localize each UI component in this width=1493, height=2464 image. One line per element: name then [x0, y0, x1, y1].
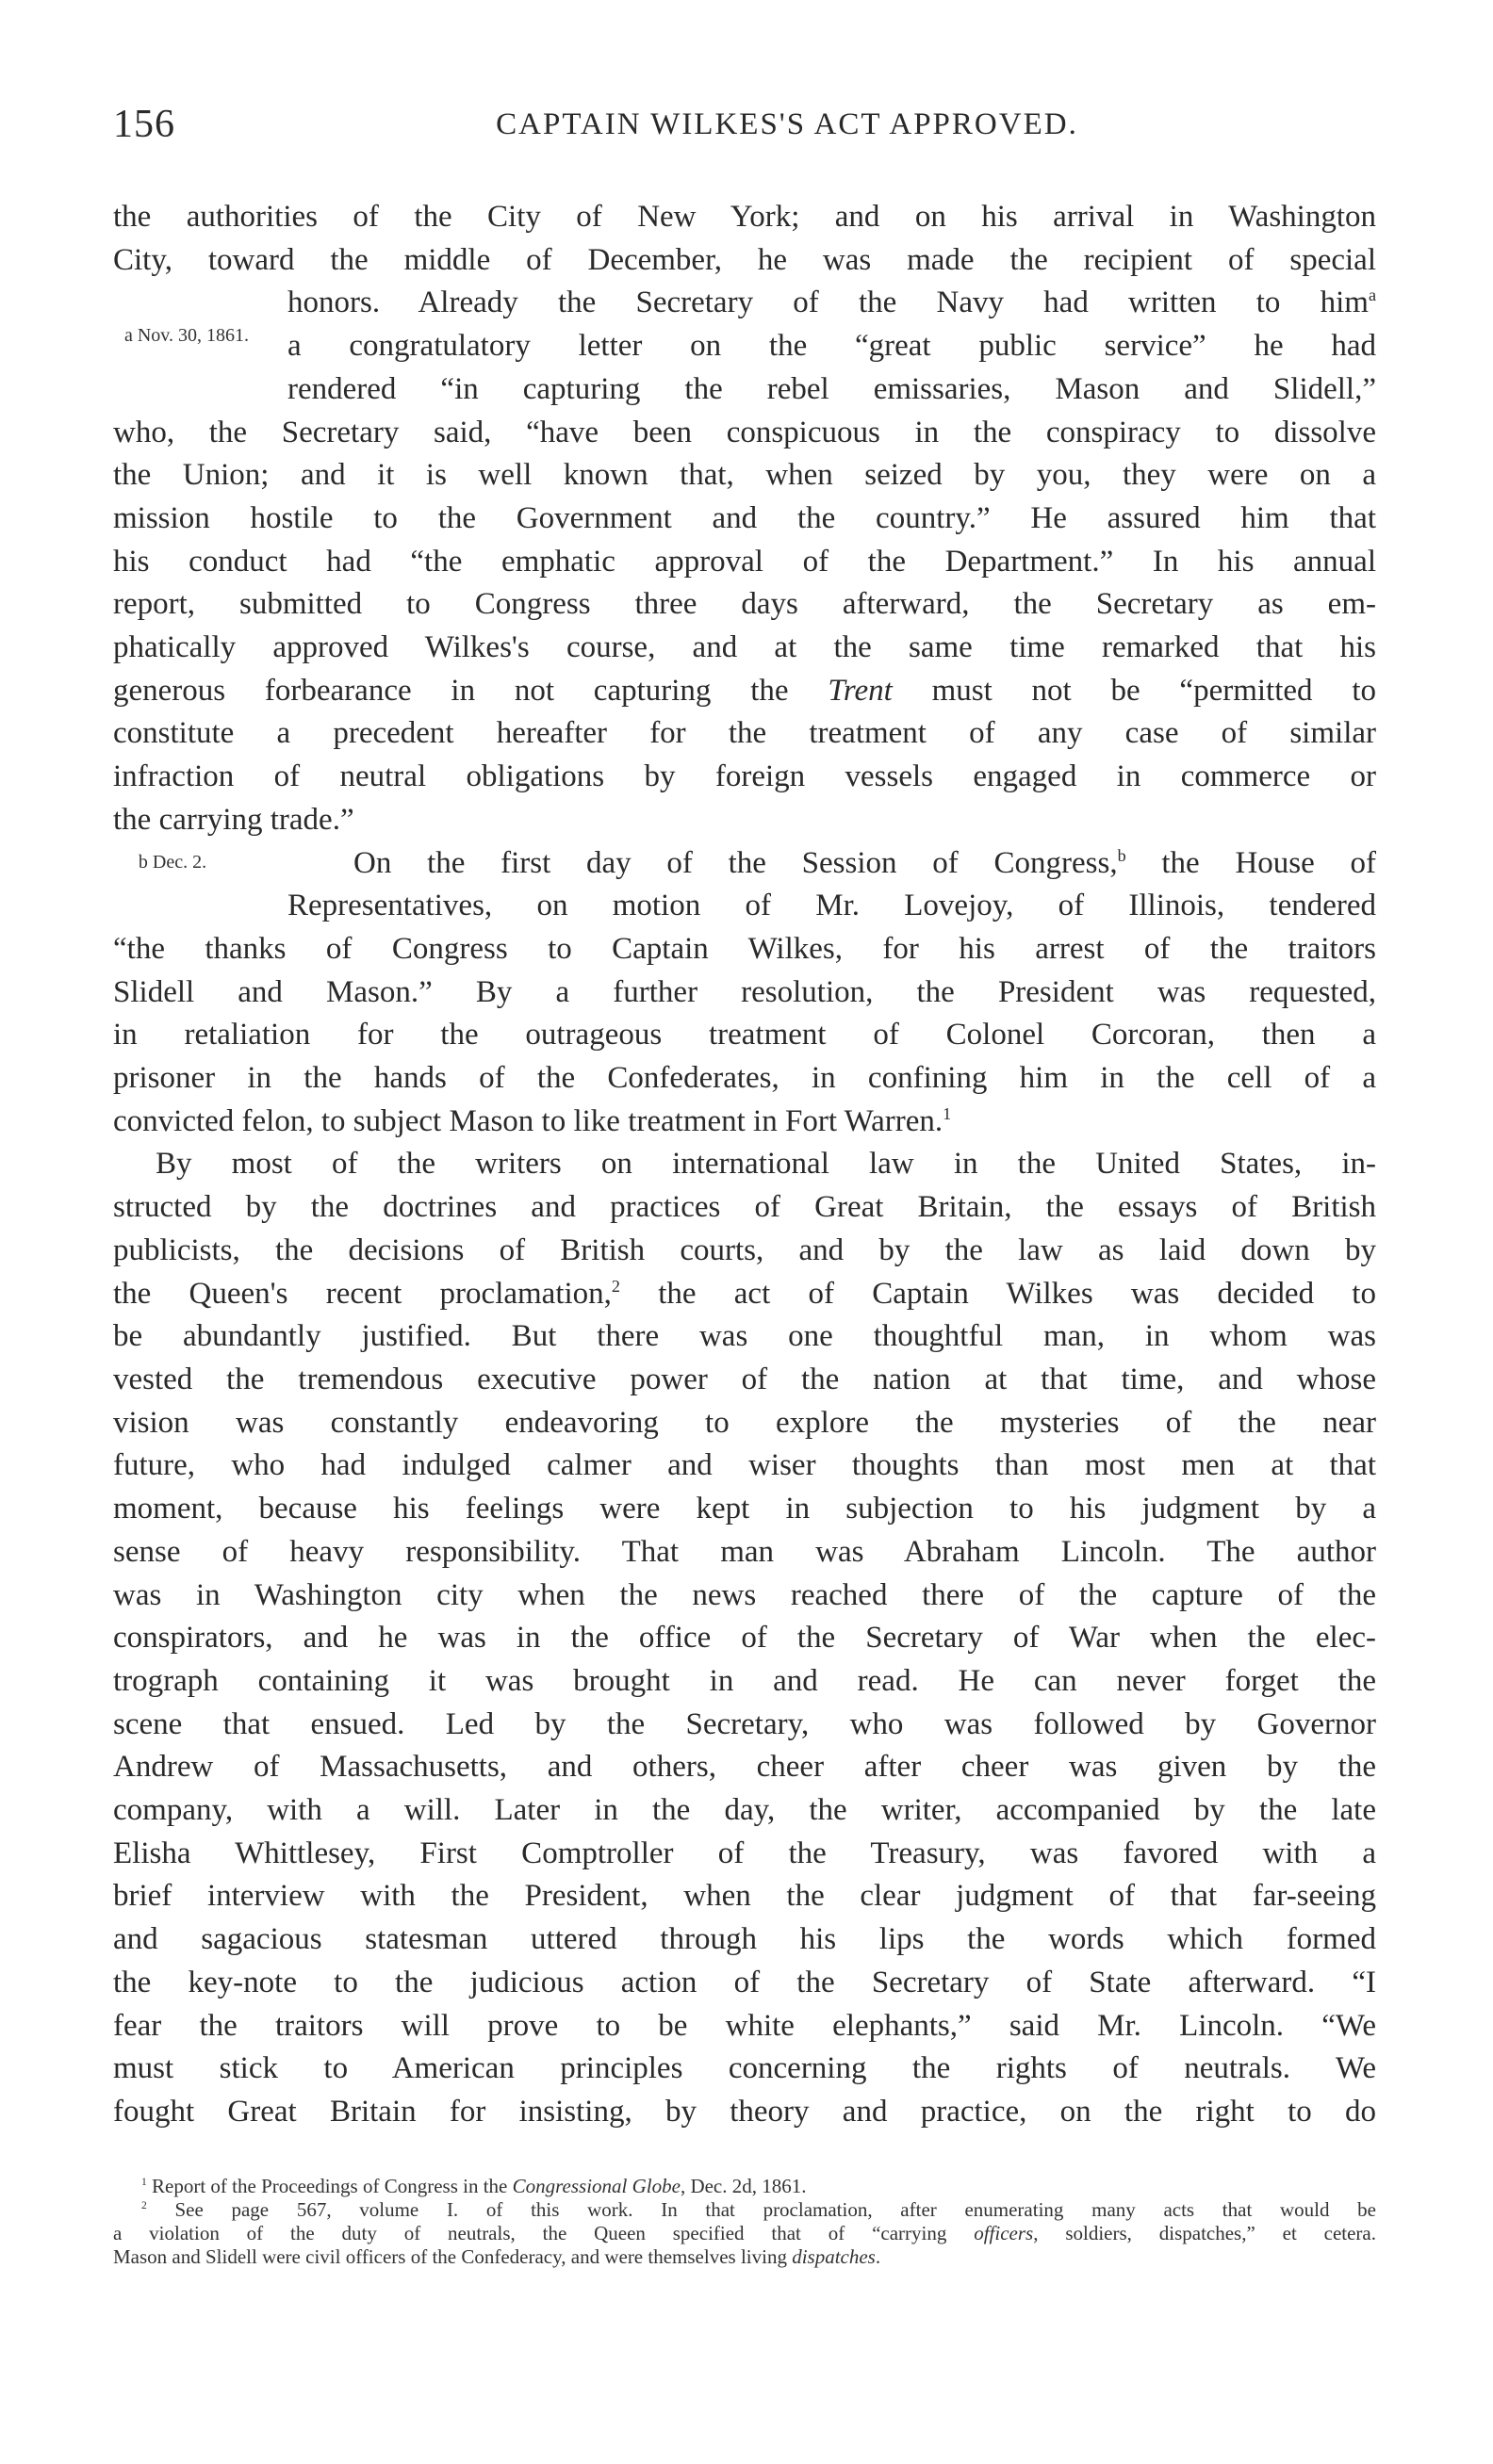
text-segment: , Dec. 2d, 1861.	[680, 2175, 807, 2197]
text-line	[113, 282, 1376, 325]
text-line	[113, 842, 1376, 886]
text-line: the key-note to the judicious action of the Secretary of State afterward. “I	[113, 1965, 1376, 1999]
text-line	[113, 1273, 1376, 1316]
margin-note: a Nov. 30, 1861.	[123, 325, 250, 347]
footnote-marker: a	[1368, 286, 1376, 305]
footnote-marker: 1	[943, 1103, 952, 1123]
text-line: fear the traitors will prove to be white elephants,” said Mr. Lincoln. “We	[113, 2008, 1376, 2043]
text-line: must stick to American principles concerning the rights of neutrals. We	[113, 2051, 1376, 2086]
text-line: a congratulatory letter on the “great public service” he had	[287, 329, 1376, 364]
text-segment: On the first day of the Session of Congress,	[353, 845, 1118, 880]
text-line: Andrew of Massachusetts, and others, cheer after cheer was given by the	[113, 1750, 1376, 1785]
text-line: trograph containing it was brought in and read. He can never forget the	[113, 1663, 1376, 1698]
text-segment: See page 567, volume I. of this work. In that proclamation, after enumerating many acts that would be	[146, 2198, 1376, 2221]
text-line: structed by the doctrines and practices of Great Britain, the essays of British	[113, 1190, 1376, 1225]
text-line: was in Washington city when the news reached there of the capture of the	[113, 1577, 1376, 1612]
text-line: Elisha Whittlesey, First Comptroller of the Treasury, was favored with a	[113, 1836, 1376, 1870]
text-line: prisoner in the hands of the Confederates, in confining him in the cell of a	[113, 1061, 1376, 1096]
text-segment: the act of Captain Wilkes was decided to	[619, 1276, 1376, 1311]
text-line: be abundantly justified. But there was one thoughtful man, in whom was	[113, 1319, 1376, 1354]
text-segment: Mason and Slidell were civil officers of the Confederacy, and were themselves living	[113, 2245, 793, 2268]
running-head: CAPTAIN WILKES'S ACT APPROVED.	[496, 107, 1078, 141]
text-segment: , soldiers, dispatches,” et cetera.	[1033, 2222, 1376, 2244]
emphasis: officers	[974, 2222, 1034, 2244]
footnote-number: 2	[141, 2200, 147, 2211]
text-segment: a violation of the duty of neutrals, the Queen specified that of “carrying	[113, 2222, 975, 2244]
text-line: rendered “in capturing the rebel emissaries, Mason and Slidell,”	[287, 371, 1376, 406]
margin-note-block	[113, 282, 1376, 411]
footnote-marker: 2	[611, 1276, 620, 1296]
text-segment: generous forbearance in not capturing the	[113, 673, 829, 708]
text-line: constitute a precedent hereafter for the treatment of any case of similar	[113, 716, 1376, 751]
text-line	[113, 2222, 1376, 2245]
paragraph	[113, 1143, 1376, 2133]
margin-note-block	[113, 842, 1376, 928]
text-segment: must not be “permitted to	[892, 673, 1376, 708]
text-line	[113, 670, 1376, 713]
text-line: who, the Secretary said, “have been conspicuous in the conspiracy to dissolve	[113, 415, 1376, 449]
text-line: mission hostile to the Government and the country.” He assured him that	[113, 500, 1376, 535]
text-line: the authorities of the City of New York; and on his arrival in Washington	[113, 200, 1376, 234]
text-line: sense of heavy responsibility. That man was Abraham Lincoln. The author	[113, 1534, 1376, 1569]
footnote-marker	[113, 2175, 147, 2197]
paragraph	[113, 842, 1376, 1144]
text-line	[113, 1101, 1376, 1144]
text-line: conspirators, and he was in the office of the Secretary of War when the elec-	[113, 1621, 1376, 1656]
text-line	[113, 2198, 1376, 2222]
footnotes	[113, 2175, 1376, 2269]
text-line: in retaliation for the outrageous treatment of Colonel Corcoran, then a	[113, 1018, 1376, 1053]
text-line: and sagacious statesman uttered through his lips the words which formed	[113, 1922, 1376, 1957]
text-line: brief interview with the President, when the clear judgment of that far-seeing	[113, 1879, 1376, 1914]
text-line: the carrying trade.”	[113, 802, 354, 837]
ship-name: Trent	[828, 673, 893, 708]
text-line: fought Great Britain for insisting, by theory and practice, on the right to do	[113, 2094, 1376, 2129]
text-line: moment, because his feelings were kept in subjection to his judgment by a	[113, 1492, 1376, 1526]
text-line: Slidell and Mason.” By a further resolution, the President was requested,	[113, 974, 1376, 1009]
text-line: phatically approved Wilkes's course, and at the same time remarked that his	[113, 630, 1376, 665]
footnote-marker: b	[1117, 845, 1126, 865]
page-number: 156	[113, 103, 175, 146]
margin-note: b Dec. 2.	[138, 851, 207, 873]
text-line: publicists, the decisions of British courts, and by the law as laid down by	[113, 1232, 1376, 1267]
footnote-1	[113, 2175, 1376, 2198]
text-segment: convicted felon, to subject Mason to like treatment in Fort Warren.	[113, 1103, 943, 1138]
footnote-marker	[113, 2198, 147, 2221]
text-line: future, who had indulged calmer and wiser thoughts than most men at that	[113, 1448, 1376, 1483]
text-line: his conduct had “the emphatic approval of the Department.” In his annual	[113, 544, 1376, 579]
paragraph	[113, 196, 1376, 842]
text-line: By most of the writers on international law in the United States, in-	[156, 1147, 1376, 1182]
text-line: Representatives, on motion of Mr. Lovejoy, of Illinois, tendered	[287, 889, 1376, 923]
text-segment: Report of the Proceedings of Congress in the	[146, 2175, 513, 2197]
body-text	[113, 196, 1376, 2134]
publication-title: Congressional Globe	[512, 2175, 681, 2197]
text-line: infraction of neutral obligations by foreign vessels engaged in commerce or	[113, 759, 1376, 794]
text-line: the Union; and it is well known that, when seized by you, they were on a	[113, 458, 1376, 493]
page-header	[113, 102, 1376, 158]
text-segment: honors. Already the Secretary of the Navy had written to him	[287, 286, 1369, 320]
footnote-2	[113, 2198, 1376, 2269]
emphasis: dispatches	[792, 2245, 876, 2268]
text-line: company, with a will. Later in the day, the writer, accompanied by the late	[113, 1793, 1376, 1828]
text-segment: the Queen's recent proclamation,	[113, 1276, 612, 1311]
text-segment: the House of	[1125, 845, 1376, 880]
text-line: “the thanks of Congress to Captain Wilkes, for his arrest of the traitors	[113, 931, 1376, 966]
text-line: vested the tremendous executive power of the nation at that time, and whose	[113, 1362, 1376, 1396]
text-line: vision was constantly endeavoring to explore the mysteries of the near	[113, 1405, 1376, 1440]
text-segment: .	[875, 2245, 881, 2268]
text-line: City, toward the middle of December, he was made the recipient of special	[113, 242, 1376, 277]
book-page	[113, 102, 1376, 2268]
text-line	[113, 2245, 1376, 2269]
footnote-number: 1	[141, 2177, 147, 2188]
text-line: report, submitted to Congress three days afterward, the Secretary as em-	[113, 587, 1376, 622]
text-line: scene that ensued. Led by the Secretary, who was followed by Governor	[113, 1706, 1376, 1741]
